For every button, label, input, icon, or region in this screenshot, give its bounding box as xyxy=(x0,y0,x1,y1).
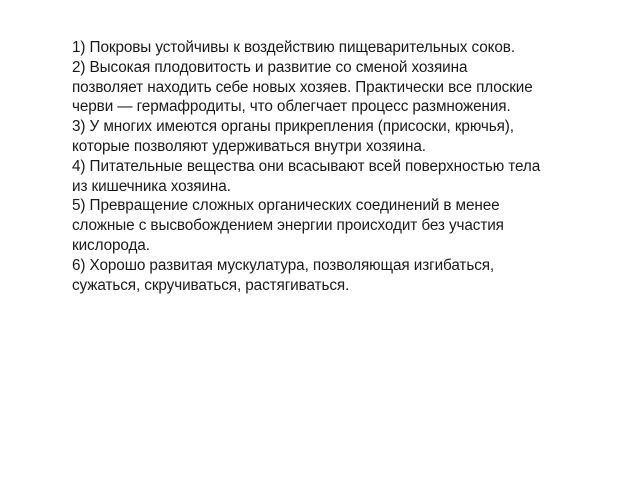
adaptations-list xyxy=(72,38,542,295)
list-item-3: 3) У многих имеются органы прикрепления (присоски, крючья), которые позволяют удерживаться внутри хозяина. xyxy=(72,118,514,155)
list-item-2: 2) Высокая плодовитость и развитие со сменой хозяина позволяет находить себе новых хозяев. Практически все плоские черви — гермафродиты, что облегчает процесс размножения. xyxy=(72,58,533,116)
list-item-5: 5) Превращение сложных органических соединений в менее сложные с высвобождением энергии происходит без участия кислорода. xyxy=(72,197,504,254)
list-item-1: 1) Покровы устойчивы к воздействию пищеварительных соков. xyxy=(72,39,515,56)
list-item-6: 6) Хорошо развитая мускулатура, позволяющая изгибаться, сужаться, скручиваться, растягиваться. xyxy=(72,256,495,294)
list-item-4: 4) Питательные вещества они всасывают всей поверхностью тела из кишечника хозяина. xyxy=(72,157,541,195)
